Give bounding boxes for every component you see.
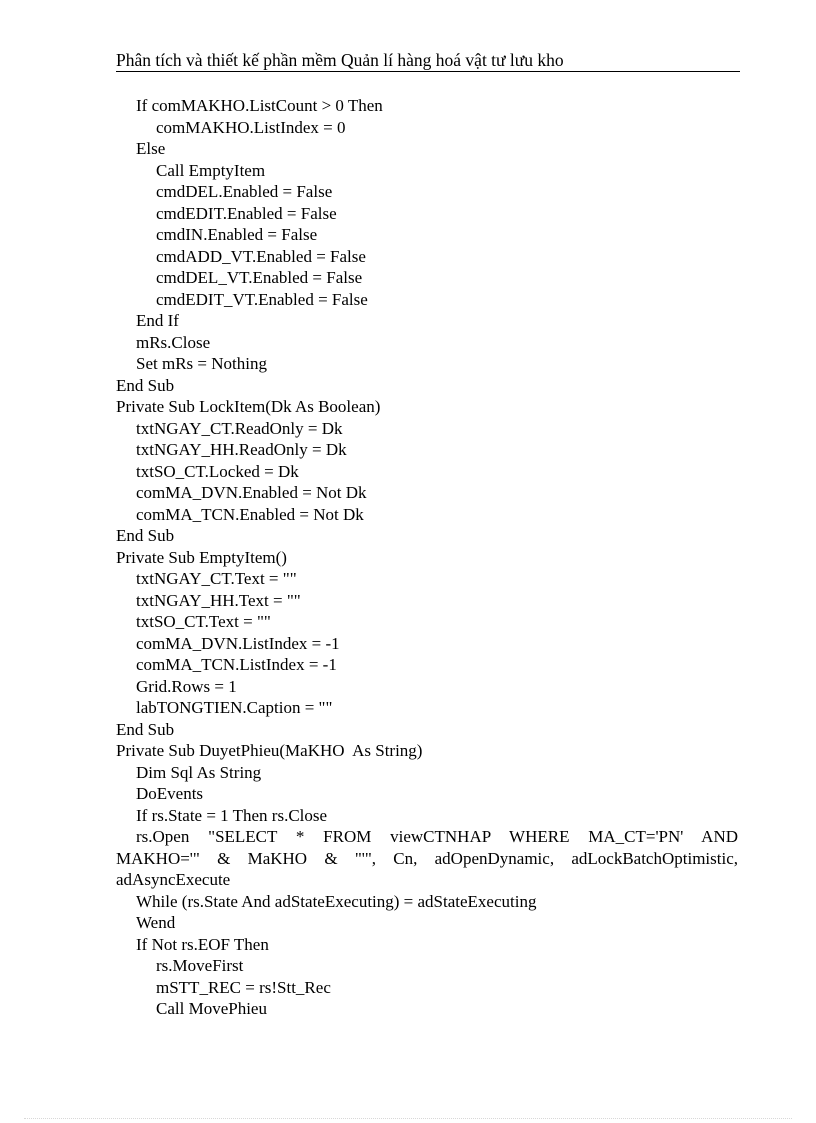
code-line: txtSO_CT.Locked = Dk — [136, 461, 299, 481]
code-line: mSTT_REC = rs!Stt_Rec — [156, 977, 331, 997]
code-line: cmdDEL.Enabled = False — [156, 182, 333, 201]
code-line: rs.Open "SELECT * FROM viewCTNHAP WHERE MA_CT='PN' AND — [136, 827, 738, 846]
code-line: Grid.Rows = 1 — [136, 676, 237, 696]
code-line: Private Sub DuyetPhieu(MaKHO As String) — [116, 741, 423, 760]
code-line: txtNGAY_HH.ReadOnly = Dk — [136, 440, 347, 459]
code-line: Private Sub EmptyItem() — [116, 547, 287, 567]
code-line: If rs.State = 1 Then rs.Close — [136, 805, 328, 825]
code-line: mRs.Close — [136, 332, 211, 352]
code-line: adAsyncExecute — [116, 870, 231, 889]
code-line: Call MovePhieu — [156, 999, 267, 1018]
code-line: Else — [136, 139, 166, 158]
code-line: cmdADD_VT.Enabled = False — [156, 246, 366, 266]
code-line: labTONGTIEN.Caption = "" — [136, 698, 333, 717]
code-line: If Not rs.EOF Then — [136, 934, 269, 954]
code-line: txtSO_CT.Text = "" — [136, 612, 271, 631]
code-line: Set mRs = Nothing — [136, 354, 267, 373]
page-header — [116, 48, 740, 72]
code-line: End Sub — [116, 375, 175, 395]
code-line: comMAKHO.ListIndex = 0 — [156, 117, 346, 137]
code-line: cmdDEL_VT.Enabled = False — [156, 268, 363, 287]
header-title: Phân tích và thiết kế phần mềm Quản lí hàng hoá vật tư lưu kho — [116, 50, 564, 70]
code-line: Call EmptyItem — [156, 160, 266, 180]
code-line: cmdIN.Enabled = False — [156, 225, 318, 244]
code-line: End Sub — [116, 719, 175, 739]
code-line: comMA_DVN.Enabled = Not Dk — [136, 483, 367, 502]
code-line: End Sub — [116, 526, 175, 545]
code-line: txtNGAY_CT.ReadOnly = Dk — [136, 418, 343, 438]
code-line: Private Sub LockItem(Dk As Boolean) — [116, 397, 381, 416]
code-listing — [116, 95, 738, 1020]
code-line: rs.MoveFirst — [156, 956, 244, 975]
footer-divider — [24, 1118, 792, 1119]
code-line: MAKHO='" & MaKHO & "'", Cn, adOpenDynamic, adLockBatchOptimistic, — [116, 848, 738, 868]
code-line: comMA_TCN.Enabled = Not Dk — [136, 504, 364, 524]
code-line: comMA_TCN.ListIndex = -1 — [136, 655, 337, 674]
code-line: Wend — [136, 913, 176, 932]
code-line: End If — [136, 311, 179, 330]
code-line: txtNGAY_HH.Text = "" — [136, 590, 301, 610]
code-line: comMA_DVN.ListIndex = -1 — [136, 633, 340, 653]
code-line: cmdEDIT.Enabled = False — [156, 203, 337, 223]
code-line: cmdEDIT_VT.Enabled = False — [156, 289, 368, 309]
code-line: If comMAKHO.ListCount > 0 Then — [136, 96, 383, 115]
code-line: While (rs.State And adStateExecuting) = adStateExecuting — [136, 891, 537, 911]
code-line: Dim Sql As String — [136, 762, 262, 782]
code-line: txtNGAY_CT.Text = "" — [136, 569, 297, 588]
code-line: DoEvents — [136, 784, 204, 803]
